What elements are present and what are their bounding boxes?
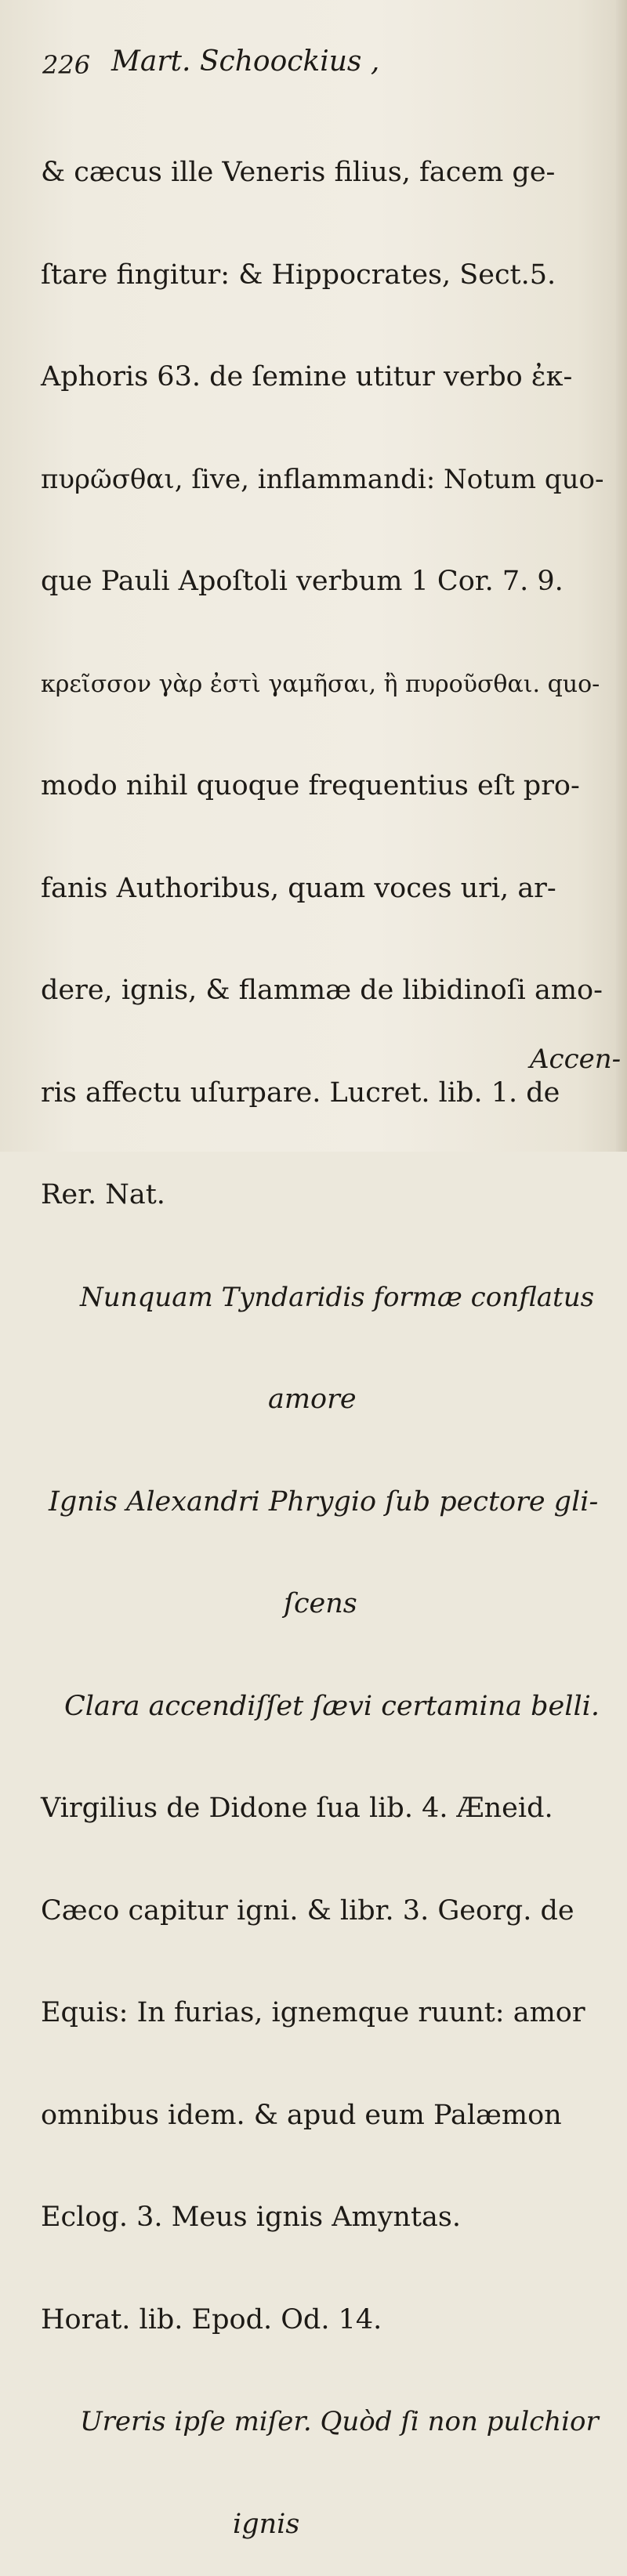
text-line: modo nihil quoque frequentius eſt pro- <box>41 770 580 801</box>
verse-line: Clara accendiſſet ſævi certamina belli. <box>64 1690 600 1722</box>
page-edge <box>616 0 627 1152</box>
page-header <box>42 45 591 85</box>
verse-line: amore <box>268 1384 357 1415</box>
verse-line: ignis <box>233 2508 300 2540</box>
catchword: Accen- <box>530 1044 622 1075</box>
text-line: ris affectu uſurpare. Lucret. lib. 1. de <box>41 1076 560 1109</box>
text-line: & cæcus ille Veneris filius, facem ge- <box>41 157 556 188</box>
verse-line: ſcens <box>284 1588 357 1619</box>
text-line: Aphoris 63. de ſemine utitur verbo ἐκ- <box>41 361 573 393</box>
text-line: fanis Authoribus, quam voces uri, ar- <box>41 872 556 904</box>
text-line: Rer. Nat. <box>41 1179 165 1210</box>
text-line: ſtare fingitur: & Hippocrates, Sect.5. <box>41 259 556 291</box>
running-head: Mart. Schoockius , <box>111 45 380 78</box>
text-line: Eclog. 3. Meus ignis Amyntas. <box>41 2202 461 2233</box>
page-number: 226 <box>42 50 91 80</box>
body-text <box>41 88 605 2576</box>
text-line: κρεῖσσον γὰρ ἐστὶ γαμῆσαι, ἢ πυροῦσθαι. quo- <box>41 670 600 698</box>
text-line: Virgilius de Didone ſua lib. 4. Æneid. <box>41 1793 553 1824</box>
text-line: Horat. lib. Epod. Od. 14. <box>41 2303 382 2335</box>
text-line: dere, ignis, & flammæ de libidinoſi amo- <box>41 975 603 1006</box>
text-line: Equis: In furias, ignemque ruunt: amor <box>41 1997 585 2028</box>
text-line: que Pauli Apoſtoli verbum 1 Cor. 7. 9. <box>41 566 564 597</box>
verse-line: Nunquam Tyndaridis formæ conflatus <box>80 1281 595 1313</box>
text-line: omnibus idem. & apud eum Palæmon <box>41 2099 562 2131</box>
text-line: Cæco capitur igni. & libr. 3. Georg. de <box>41 1894 574 1927</box>
verse-line: Ignis Alexandri Phrygio ſub pectore gli- <box>49 1485 599 1518</box>
text-line: πυρῶσθαι, ſive, inflammandi: Notum quo- <box>41 463 604 495</box>
verse-line: Ureris ipſe miſer. Quòd ſi non pulchior <box>80 2406 599 2437</box>
